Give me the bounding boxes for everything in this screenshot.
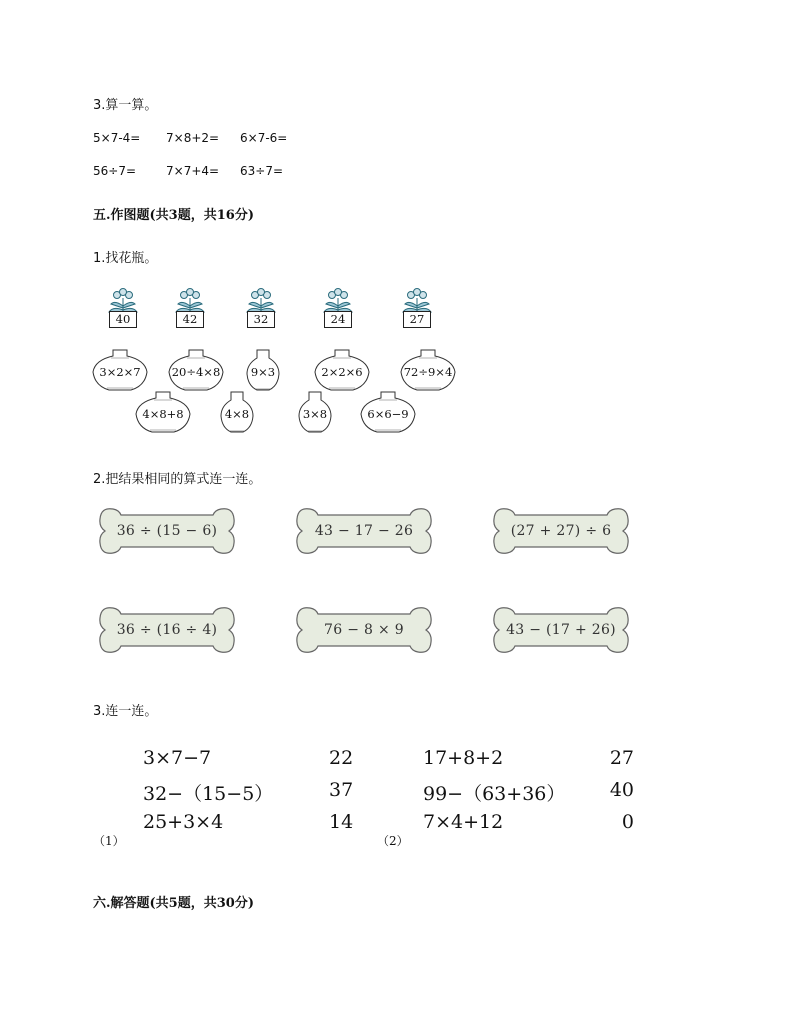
bones-heading: 2.把结果相同的算式连一连。 (93, 472, 262, 487)
vase-expression: 4×8 (224, 407, 250, 421)
bone-expression: 43 − (17 + 26) (506, 622, 616, 638)
part-label: （1） (93, 834, 125, 848)
section-heading: 六.解答题(共5题，共30分) (93, 896, 254, 911)
vase (245, 348, 281, 394)
vase (167, 348, 225, 394)
connect-answer: 40 (609, 779, 634, 801)
bone-expression: 36 ÷ (16 ÷ 4) (116, 622, 218, 638)
calc-item: 7×8+2= (166, 131, 220, 145)
vase (297, 390, 333, 436)
connect-expression: 7×4+12 (423, 811, 504, 833)
vase (91, 348, 149, 394)
find-vase-heading: 1.找花瓶。 (93, 251, 158, 266)
flower-card (103, 280, 143, 332)
connect-expression: 17+8+2 (423, 747, 504, 769)
flower-number: 42 (176, 311, 204, 328)
connect-expression: 25+3×4 (143, 811, 224, 833)
flower-number: 27 (403, 311, 431, 328)
vase-expression: 2×2×6 (321, 365, 363, 379)
connect-answer: 0 (621, 811, 634, 833)
bone-card (294, 602, 434, 658)
flower-number: 24 (324, 311, 352, 328)
bone-expression: 43 − 17 − 26 (314, 523, 414, 539)
bone-expression: 76 − 8 × 9 (324, 622, 404, 638)
calc-item: 7×7+4= (166, 164, 220, 178)
calc-item: 6×7-6= (240, 131, 288, 145)
bone-card (491, 602, 631, 658)
vase (134, 390, 192, 436)
vase-expression: 72÷9×4 (403, 365, 453, 379)
flower-card (397, 280, 437, 332)
calc-item: 5×7-4= (93, 131, 141, 145)
flower-card (241, 280, 281, 332)
part-label: （2） (377, 834, 409, 848)
connect-answer: 22 (329, 747, 354, 769)
section-heading: 五.作图题(共3题，共16分) (93, 208, 254, 223)
bone-expression: (27 + 27) ÷ 6 (510, 523, 612, 539)
flower-card (318, 280, 358, 332)
vase (219, 390, 255, 436)
connect-heading: 3.连一连。 (93, 704, 158, 719)
vase (359, 390, 417, 436)
vase-expression: 4×8+8 (142, 407, 184, 421)
vase-expression: 6×6−9 (367, 407, 409, 421)
calc-item: 63÷7= (240, 164, 284, 178)
flower-number: 40 (109, 311, 137, 328)
connect-expression: 99−（63+36） (423, 783, 566, 805)
calc-item: 56÷7= (93, 164, 137, 178)
vase-expression: 3×8 (302, 407, 328, 421)
bone-card (294, 503, 434, 559)
vase-expression: 3×2×7 (99, 365, 141, 379)
connect-answer: 37 (329, 779, 354, 801)
connect-expression: 32−（15−5） (143, 783, 274, 805)
vase-expression: 9×3 (250, 365, 276, 379)
vase-expression: 20÷4×8 (171, 365, 221, 379)
bone-card (97, 602, 237, 658)
vase (399, 348, 457, 394)
connect-expression: 3×7−7 (143, 747, 212, 769)
bone-expression: 36 ÷ (15 − 6) (116, 523, 218, 539)
connect-answer: 27 (609, 747, 634, 769)
bone-card (491, 503, 631, 559)
flower-number: 32 (247, 311, 275, 328)
vase (313, 348, 371, 394)
flower-card (170, 280, 210, 332)
connect-answer: 14 (329, 811, 354, 833)
bone-card (97, 503, 237, 559)
calc-heading: 3.算一算。 (93, 98, 158, 113)
